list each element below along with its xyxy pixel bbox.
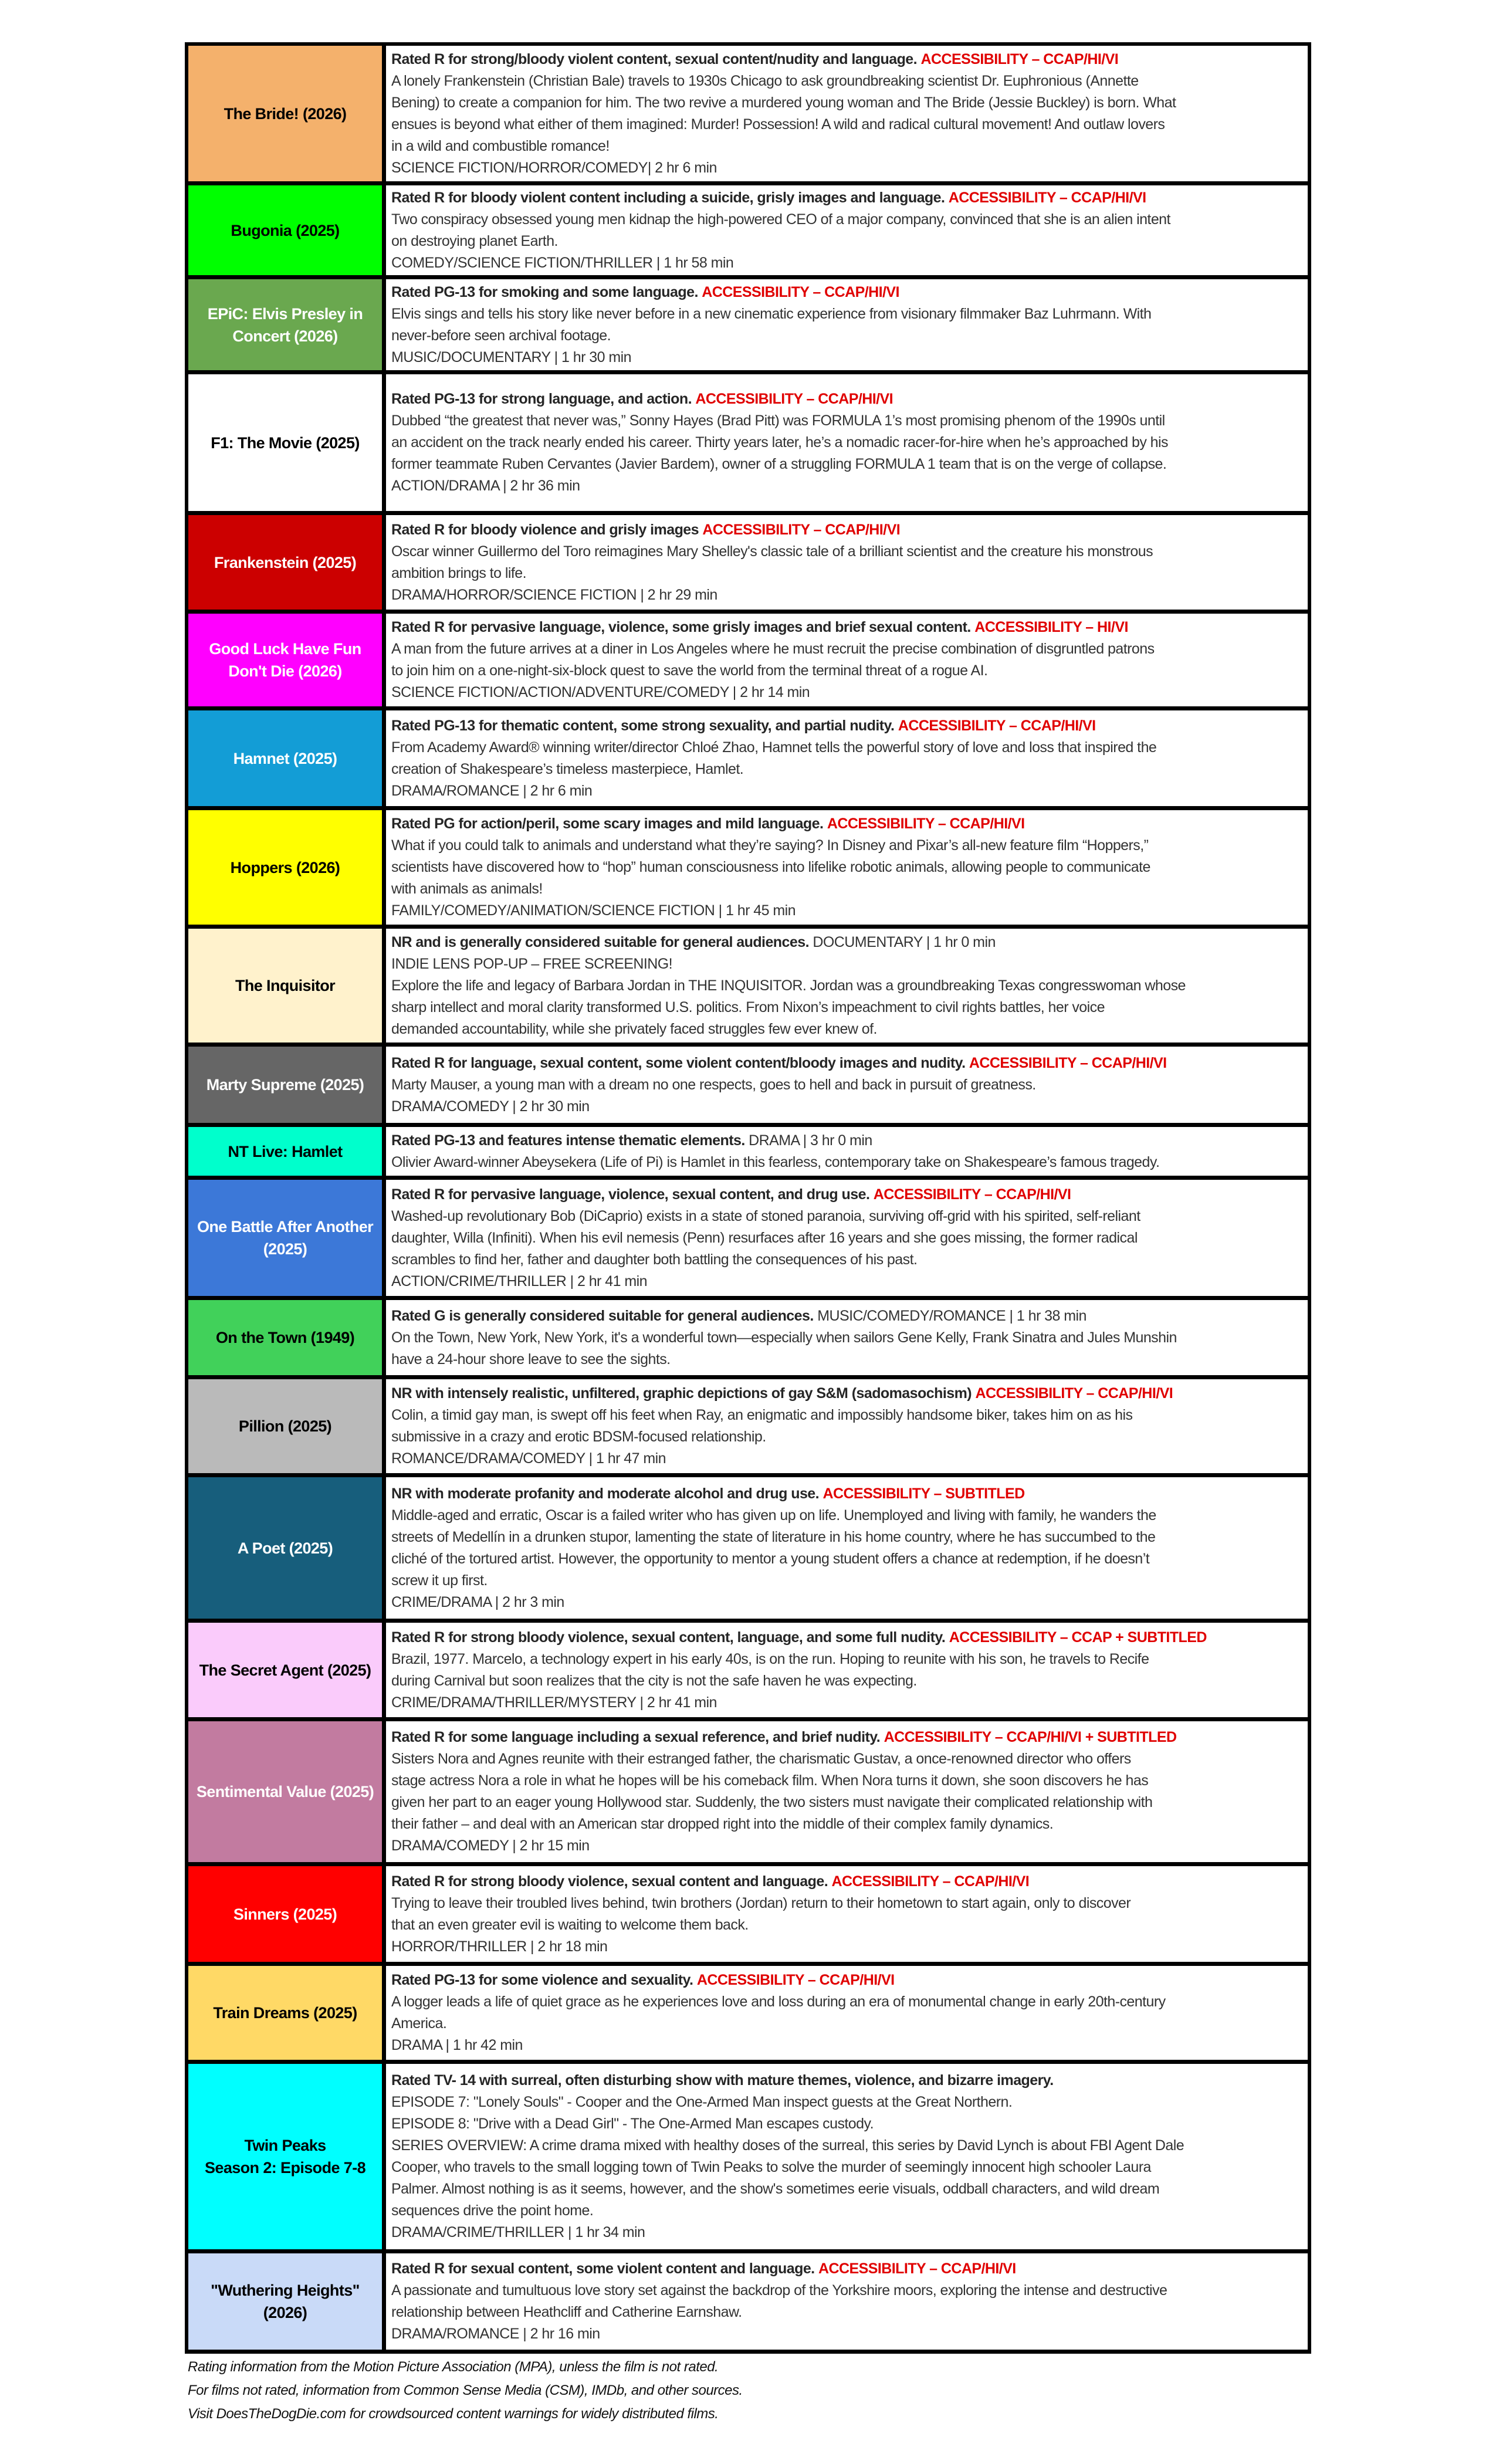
mpa-rating: Rated R for pervasive language, violence, sexual content, and drug use. — [391, 1186, 870, 1203]
description-line: Trying to leave their troubled lives behind, twin brothers (Jordan) return to their hometown to start again, only to discover — [391, 1894, 1131, 1911]
description-last-line: DRAMA/HORROR/SCIENCE FICTION | 2 hr 29 min — [391, 586, 717, 603]
film-title: On the Town (1949) — [215, 1329, 355, 1346]
film-title: Bugonia (2025) — [231, 221, 340, 239]
description-line: stage actress Nora a role in what he hopes will be his comeback film. When Nora turns it down, she soon discovers he has — [391, 1772, 1149, 1789]
film-row — [188, 1379, 1308, 1477]
rating-line — [391, 1871, 1303, 1893]
description-line: A passionate and tumultuous love story set against the backdrop of the Yorkshire moors, exploring the intense and destructive — [391, 2282, 1167, 2299]
description-line: EPISODE 8: "Drive with a Dead Girl" - The One-Armed Man escapes custody. — [391, 2116, 874, 2132]
mpa-rating: Rated R for strong bloody violence, sexual content and language. — [391, 1873, 828, 1890]
mpa-rating: Rated R for strong/bloody violent content, sexual content/nudity and language. — [391, 50, 918, 67]
film-row — [188, 1721, 1308, 1866]
mpa-rating: Rated G is generally considered suitable for general audiences. — [391, 1307, 814, 1324]
film-row — [188, 1966, 1308, 2064]
film-title: The Bride! (2026) — [224, 104, 347, 123]
description-line: creation of Shakespeare’s timeless masterpiece, Hamlet. — [391, 760, 744, 777]
description-line: America. — [391, 2015, 447, 2032]
accessibility-badge: ACCESSIBILITY – SUBTITLED — [823, 1485, 1025, 1502]
accessibility-badge: ACCESSIBILITY – HI/VI — [974, 619, 1128, 635]
film-title-cell — [188, 1966, 382, 2060]
film-title-cell — [188, 1379, 382, 1473]
film-info-cell — [386, 2064, 1308, 2249]
accessibility-badge: ACCESSIBILITY – CCAP/HI/VI — [702, 283, 899, 300]
accessibility-badge: ACCESSIBILITY – CCAP/HI/VI — [696, 1972, 895, 1988]
description-line: INDIE LENS POP-UP – FREE SCREENING! — [391, 955, 673, 972]
accessibility-badge: ACCESSIBILITY – CCAP/HI/VI — [948, 189, 1146, 206]
film-title-cell — [188, 2253, 382, 2350]
film-row — [188, 810, 1308, 929]
description-line: Two conspiracy obsessed young men kidnap the high-powered CEO of a major company, convinced that she is an alien intent — [391, 211, 1170, 228]
accessibility-badge: ACCESSIBILITY – CCAP/HI/VI — [702, 521, 901, 538]
accessibility-badge: ACCESSIBILITY – CCAP/HI/VI — [873, 1186, 1071, 1203]
film-title-cell — [188, 374, 382, 511]
film-title: Train Dreams (2025) — [213, 2004, 357, 2022]
description-last-line: ACTION/DRAMA | 2 hr 36 min — [391, 478, 580, 494]
film-row — [188, 46, 1308, 185]
film-title: EPiC: Elvis Presley in Concert (2026) — [207, 304, 363, 345]
description-line: their father – and deal with an American star dropped right into the middle of their complex family dynamics. — [391, 1816, 1054, 1832]
film-row — [188, 1866, 1308, 1966]
film-row — [188, 2253, 1308, 2354]
description-last-line: ACTION/CRIME/THRILLER | 2 hr 41 min — [391, 1272, 647, 1289]
film-title-cell — [188, 1721, 382, 1862]
film-title-cell — [188, 2064, 382, 2249]
column-divider — [382, 1180, 386, 1296]
column-divider — [382, 1721, 386, 1862]
mpa-rating: Rated R for strong bloody violence, sexual content, language, and some full nudity. — [391, 1629, 946, 1646]
film-info-cell — [386, 1180, 1308, 1296]
description-line: ensues is beyond what either of them imagined: Murder! Possession! A wild and radical cultural movement! And outlaw lovers — [391, 116, 1165, 133]
film-title: "Wuthering Heights" (2026) — [211, 2282, 360, 2321]
film-info-cell — [386, 1379, 1308, 1473]
column-divider — [382, 46, 386, 181]
mpa-rating: Rated PG-13 for thematic content, some strong sexuality, and partial nudity. — [391, 717, 895, 734]
film-title-cell — [188, 710, 382, 806]
description-line: given her part to an eager young Hollywood star. Suddenly, the two sisters must navigate their complicated relationship with — [391, 1794, 1153, 1810]
description-line: cliché of the tortured artist. However, the opportunity to mentor a young student offers a chance at redemption, if he doesn’t — [391, 1550, 1150, 1567]
description-line: Sisters Nora and Agnes reunite with their estranged father, the charismatic Gustav, a once-renowned director who offers — [391, 1751, 1131, 1767]
description-last-line: Olivier Award-winner Abeysekera (Life of Pi) is Hamlet in this fearless, contemporary take on Shakespeare’s famous tragedy. — [391, 1153, 1160, 1170]
footnote-csm: For films not rated, information from Common Sense Media (CSM), IMDb, and other sources. — [188, 2382, 743, 2398]
film-info-cell — [386, 710, 1308, 806]
mpa-rating: NR and is generally considered suitable for general audiences. — [391, 933, 809, 950]
rating-line — [391, 1383, 1303, 1404]
description-line: Palmer. Almost nothing is as it seems, however, and the show's sometimes eerie visuals, oddball characters, and wild dream — [391, 2181, 1160, 2197]
film-title-cell — [188, 279, 382, 370]
film-info-cell — [386, 614, 1308, 706]
film-row — [188, 1477, 1308, 1623]
description-line: EPISODE 7: "Lonely Souls" - Cooper and the One-Armed Man inspect guests at the Great Northern. — [391, 2094, 1013, 2110]
description-line: scrambles to find her, father and daughter both battling the consequences of his past. — [391, 1251, 918, 1268]
description-line: scientists have discovered how to “hop” human consciousness into lifelike robotic animals, allowing people to communicate — [391, 859, 1150, 875]
description-last-line: DRAMA/ROMANCE | 2 hr 16 min — [391, 2326, 600, 2342]
film-title: Hamnet (2025) — [233, 749, 337, 767]
film-info-cell — [386, 1047, 1308, 1123]
column-divider — [382, 515, 386, 610]
rating-line — [391, 813, 1303, 835]
film-info-cell — [386, 2253, 1308, 2350]
rating-line — [391, 715, 1303, 737]
film-row — [188, 185, 1308, 279]
accessibility-badge: ACCESSIBILITY – CCAP/HI/VI — [975, 1385, 1173, 1402]
description-line: SERIES OVERVIEW: A crime drama mixed with healthy doses of the surreal, this series by David Lynch is about FBI Agent Dale — [391, 2137, 1184, 2154]
film-title: One Battle After Another (2025) — [197, 1218, 374, 1258]
mpa-rating: Rated TV- 14 with surreal, often disturbing show with mature themes, violence, and bizarre imagery. — [391, 2072, 1054, 2089]
film-row — [188, 2064, 1308, 2253]
film-info-cell — [386, 185, 1308, 275]
film-row — [188, 279, 1308, 374]
film-title: F1: The Movie (2025) — [211, 434, 360, 452]
description-line: sequences drive the point home. — [391, 2202, 594, 2219]
film-title: The Secret Agent (2025) — [199, 1661, 371, 1679]
column-divider — [382, 1623, 386, 1717]
description-last-line: HORROR/THRILLER | 2 hr 18 min — [391, 1938, 608, 1955]
column-divider — [382, 1047, 386, 1123]
film-row — [188, 374, 1308, 515]
film-info-cell — [386, 1721, 1308, 1862]
film-row — [188, 1180, 1308, 1300]
description-last-line: COMEDY/SCIENCE FICTION/THRILLER | 1 hr 58 min — [391, 254, 734, 271]
rating-line — [391, 1052, 1303, 1074]
description-last-line: CRIME/DRAMA | 2 hr 3 min — [391, 1593, 564, 1610]
footnote-doesthedogdie: Visit DoesTheDogDie.com for crowdsourced content warnings for widely distributed films. — [188, 2406, 719, 2422]
column-divider — [382, 929, 386, 1043]
genre-runtime: DRAMA | 3 hr 0 min — [749, 1132, 872, 1149]
film-title-cell — [188, 185, 382, 275]
column-divider — [382, 2064, 386, 2249]
mpa-rating: Rated R for language, sexual content, some violent content/bloody images and nudity. — [391, 1054, 966, 1071]
description-line: to join him on a one-night-six-block quest to save the world from the terminal threat of a rogue AI. — [391, 662, 988, 679]
column-divider — [382, 374, 386, 511]
description-line: Washed-up revolutionary Bob (DiCaprio) exists in a state of stoned paranoia, surviving off-grid with his spirited, self-reliant — [391, 1207, 1140, 1224]
mpa-rating: Rated PG-13 for some violence and sexuality. — [391, 1972, 693, 1988]
film-title: A Poet (2025) — [237, 1539, 333, 1557]
film-title-cell — [188, 1300, 382, 1375]
film-info-cell — [386, 1966, 1308, 2060]
description-last-line: ROMANCE/DRAMA/COMEDY | 1 hr 47 min — [391, 1450, 666, 1467]
film-title: NT Live: Hamlet — [228, 1142, 343, 1160]
film-title-cell — [188, 614, 382, 706]
film-title-cell — [188, 1623, 382, 1717]
accessibility-badge: ACCESSIBILITY – CCAP/HI/VI — [969, 1054, 1167, 1071]
genre-runtime: MUSIC/COMEDY/ROMANCE | 1 hr 38 min — [817, 1307, 1087, 1324]
film-info-cell — [386, 1623, 1308, 1717]
film-row — [188, 929, 1308, 1047]
rating-line — [391, 187, 1303, 209]
film-title-cell — [188, 1047, 382, 1123]
mpa-rating: Rated PG-13 for strong language, and action. — [391, 391, 692, 407]
rating-line — [391, 1727, 1303, 1748]
film-title-line: Twin Peaks — [244, 2137, 326, 2154]
accessibility-badge: ACCESSIBILITY – CCAP/HI/VI — [695, 391, 893, 407]
mpa-rating: NR with intensely realistic, unfiltered, graphic depictions of gay S&M (sadomasochism) — [391, 1385, 972, 1402]
footnote-mpa: Rating information from the Motion Picture Association (MPA), unless the film is not rated. — [188, 2359, 719, 2375]
mpa-rating: Rated PG-13 for smoking and some language. — [391, 283, 698, 300]
film-info-cell — [386, 929, 1308, 1043]
rating-line — [391, 519, 1303, 541]
rating-line — [391, 388, 1303, 410]
film-row — [188, 614, 1308, 710]
description-line: never-before seen archival footage. — [391, 327, 611, 344]
description-line: Colin, a timid gay man, is swept off his feet when Ray, an enigmatic and impossibly handsome biker, takes him on as his — [391, 1407, 1133, 1423]
film-info-cell — [386, 1300, 1308, 1375]
film-title: Hoppers (2026) — [230, 858, 340, 876]
column-divider — [382, 810, 386, 925]
film-title-cell — [188, 1180, 382, 1296]
film-title: Pillion (2025) — [238, 1417, 332, 1435]
description-last-line: DRAMA/COMEDY | 2 hr 30 min — [391, 1098, 590, 1115]
description-line: On the Town, New York, New York, it's a wonderful town—especially when sailors Gene Kelly, Frank Sinatra and Jules Munshin — [391, 1329, 1177, 1346]
column-divider — [382, 614, 386, 706]
description-line: Bening) to create a companion for him. The two revive a murdered young woman and The Bride (Jessie Buckley) is born. What — [391, 94, 1176, 111]
description-line: A man from the future arrives at a diner in Los Angeles where he must recruit the precise combination of disgruntled patrons — [391, 641, 1155, 657]
film-schedule-table — [185, 42, 1311, 2354]
film-title: Sentimental Value (2025) — [196, 1783, 374, 1800]
rating-line — [391, 617, 1303, 638]
description-line: Cooper, who travels to the small logging town of Twin Peaks to solve the murder of seemingly innocent high schooler Laura — [391, 2159, 1151, 2175]
description-last-line: MUSIC/DOCUMENTARY | 1 hr 30 min — [391, 348, 631, 365]
description-line: Explore the life and legacy of Barbara Jordan in THE INQUISITOR. Jordan was a groundbreaking Texas congresswoman whose — [391, 977, 1186, 994]
mpa-rating: Rated R for some language including a sexual reference, and brief nudity. — [391, 1729, 881, 1745]
description-last-line: CRIME/DRAMA/THRILLER/MYSTERY | 2 hr 41 min — [391, 1694, 717, 1711]
description-line: Dubbed “the greatest that never was,” Sonny Hayes (Brad Pitt) was FORMULA 1’s most promising phenom of the 1990s until — [391, 412, 1165, 429]
rating-line — [391, 1627, 1303, 1649]
column-divider — [382, 1966, 386, 2060]
description-line: Oscar winner Guillermo del Toro reimagines Mary Shelley's classic tale of a brilliant scientist and the creature his monstrous — [391, 543, 1153, 560]
description-line: Middle-aged and erratic, Oscar is a failed writer who has given up on life. Unemployed and living with family, he wanders the — [391, 1507, 1156, 1524]
description-line: relationship between Heathcliff and Catherine Earnshaw. — [391, 2304, 742, 2320]
film-info-cell — [386, 279, 1308, 370]
film-title: Marty Supreme (2025) — [206, 1076, 364, 1094]
film-row — [188, 1047, 1308, 1127]
film-title: Sinners (2025) — [233, 1905, 337, 1923]
description-line: sharp intellect and moral clarity transformed U.S. politics. From Nixon’s impeachment to civil rights battles, her voice — [391, 999, 1105, 1016]
description-line: Brazil, 1977. Marcelo, a technology expert in his early 40s, is on the run. Hoping to reunite with his son, he travels to Recife — [391, 1650, 1149, 1667]
description-line: former teammate Ruben Cervantes (Javier Bardem), owner of a struggling FORMULA 1 team that is on the verge of collapse. — [391, 456, 1167, 472]
description-line: Marty Mauser, a young man with a dream no one respects, goes to hell and back in pursuit of greatness. — [391, 1076, 1036, 1093]
accessibility-badge: ACCESSIBILITY – CCAP/HI/VI — [920, 50, 1119, 67]
description-last-line: DRAMA/CRIME/THRILLER | 1 hr 34 min — [391, 2224, 645, 2240]
film-info-cell — [386, 1127, 1308, 1176]
film-row — [188, 515, 1308, 614]
column-divider — [382, 1866, 386, 1962]
film-info-cell — [386, 810, 1308, 925]
column-divider — [382, 1379, 386, 1473]
mpa-rating: Rated PG for action/peril, some scary images and mild language. — [391, 815, 824, 832]
film-title-cell — [188, 929, 382, 1043]
column-divider — [382, 1477, 386, 1619]
rating-line — [391, 2070, 1303, 2091]
film-info-cell — [386, 1866, 1308, 1962]
film-title-cell — [188, 46, 382, 181]
mpa-rating: Rated R for bloody violence and grisly images — [391, 521, 699, 538]
description-line: in a wild and combustible romance! — [391, 137, 610, 154]
film-title-cell — [188, 1866, 382, 1962]
description-line: with animals as animals! — [391, 881, 543, 897]
film-info-cell — [386, 46, 1308, 181]
column-divider — [382, 2253, 386, 2350]
description-last-line: have a 24-hour shore leave to see the sights. — [391, 1351, 671, 1368]
accessibility-badge: ACCESSIBILITY – CCAP/HI/VI + SUBTITLED — [884, 1729, 1177, 1745]
film-title: The Inquisitor — [235, 977, 336, 994]
film-info-cell — [386, 374, 1308, 511]
column-divider — [382, 1300, 386, 1375]
film-row — [188, 1623, 1308, 1721]
rating-line — [391, 1305, 1303, 1327]
column-divider — [382, 1127, 386, 1176]
film-info-cell — [386, 515, 1308, 610]
footnotes — [188, 2355, 743, 2426]
description-line: during Carnival but soon realizes that the city is not the safe haven he was expecting. — [391, 1672, 917, 1689]
column-divider — [382, 185, 386, 275]
description-line: Elvis sings and tells his story like never before in a new cinematic experience from visionary filmmaker Baz Luhrmann. With — [391, 305, 1152, 322]
film-title-cell — [188, 810, 382, 925]
description-last-line: DRAMA | 1 hr 42 min — [391, 2037, 523, 2053]
description-line: A lonely Frankenstein (Christian Bale) travels to 1930s Chicago to ask groundbreaking scientist Dr. Euphronious (Annette — [391, 72, 1139, 89]
description-line: that an even greater evil is waiting to welcome them back. — [391, 1916, 749, 1933]
rating-line — [391, 2258, 1303, 2280]
accessibility-badge: ACCESSIBILITY – CCAP/HI/VI — [898, 717, 1096, 734]
description-last-line: DRAMA/ROMANCE | 2 hr 6 min — [391, 782, 593, 799]
accessibility-badge: ACCESSIBILITY – CCAP + SUBTITLED — [949, 1629, 1207, 1646]
description-line: ambition brings to life. — [391, 564, 526, 581]
rating-line — [391, 1184, 1303, 1206]
description-last-line: FAMILY/COMEDY/ANIMATION/SCIENCE FICTION | 1 hr 45 min — [391, 902, 796, 919]
film-title-line: Season 2: Episode 7-8 — [205, 2159, 365, 2177]
column-divider — [382, 710, 386, 806]
mpa-rating: Rated R for sexual content, some violent content and language. — [391, 2260, 815, 2277]
film-title: Frankenstein (2025) — [214, 553, 357, 571]
film-row — [188, 1300, 1308, 1379]
film-row — [188, 1127, 1308, 1180]
mpa-rating: Rated PG-13 and features intense thematic elements. — [391, 1132, 745, 1149]
description-line: an accident on the track nearly ended his career. Thirty years later, he’s a nomadic racer-for-hire when he’s approached by his — [391, 434, 1168, 451]
description-line: From Academy Award® winning writer/director Chloé Zhao, Hamnet tells the powerful story of love and loss that inspired the — [391, 739, 1157, 756]
description-last-line: SCIENCE FICTION/ACTION/ADVENTURE/COMEDY | 2 hr 14 min — [391, 684, 810, 700]
film-title-cell — [188, 515, 382, 610]
film-title-cell — [188, 1477, 382, 1619]
column-divider — [382, 279, 386, 370]
rating-line — [391, 1969, 1303, 1991]
description-line: on destroying planet Earth. — [391, 232, 558, 249]
accessibility-badge: ACCESSIBILITY – CCAP/HI/VI — [818, 2260, 1016, 2277]
film-title-cell — [188, 1127, 382, 1176]
description-last-line: demanded accountability, while she privately faced struggles few ever knew of. — [391, 1020, 877, 1037]
description-last-line: DRAMA/COMEDY | 2 hr 15 min — [391, 1837, 590, 1854]
description-line: submissive in a crazy and erotic BDSM-focused relationship. — [391, 1429, 766, 1445]
mpa-rating: Rated R for bloody violent content including a suicide, grisly images and language. — [391, 189, 945, 206]
mpa-rating: NR with moderate profanity and moderate alcohol and drug use. — [391, 1485, 820, 1502]
film-row — [188, 710, 1308, 810]
rating-line — [391, 932, 1303, 953]
rating-line — [391, 282, 1303, 303]
description-line: daughter, Willa (Infiniti). When his evil nemesis (Penn) resurfaces after 16 years and she goes missing, the former radical — [391, 1229, 1138, 1246]
rating-line — [391, 1483, 1303, 1505]
rating-line — [391, 49, 1303, 70]
description-line: What if you could talk to animals and understand what they’re saying? In Disney and Pixar’s all-new feature film “Hoppers,” — [391, 837, 1149, 854]
description-last-line: SCIENCE FICTION/HORROR/COMEDY| 2 hr 6 min — [391, 159, 717, 176]
mpa-rating: Rated R for pervasive language, violence, some grisly images and brief sexual content. — [391, 619, 971, 635]
description-line: A logger leads a life of quiet grace as he experiences love and loss during an era of monumental change in early 20th-century — [391, 1993, 1166, 2010]
rating-line — [391, 1130, 1303, 1152]
genre-runtime: DOCUMENTARY | 1 hr 0 min — [813, 933, 996, 950]
film-title: Good Luck Have Fun Don't Die (2026) — [209, 640, 361, 680]
accessibility-badge: ACCESSIBILITY – CCAP/HI/VI — [827, 815, 1025, 832]
accessibility-badge: ACCESSIBILITY – CCAP/HI/VI — [831, 1873, 1030, 1890]
film-info-cell — [386, 1477, 1308, 1619]
description-line: screw it up first. — [391, 1572, 488, 1589]
description-line: streets of Medellín in a drunken stupor, lamenting the state of literature in his home country, where he has succumbed to the — [391, 1528, 1156, 1545]
